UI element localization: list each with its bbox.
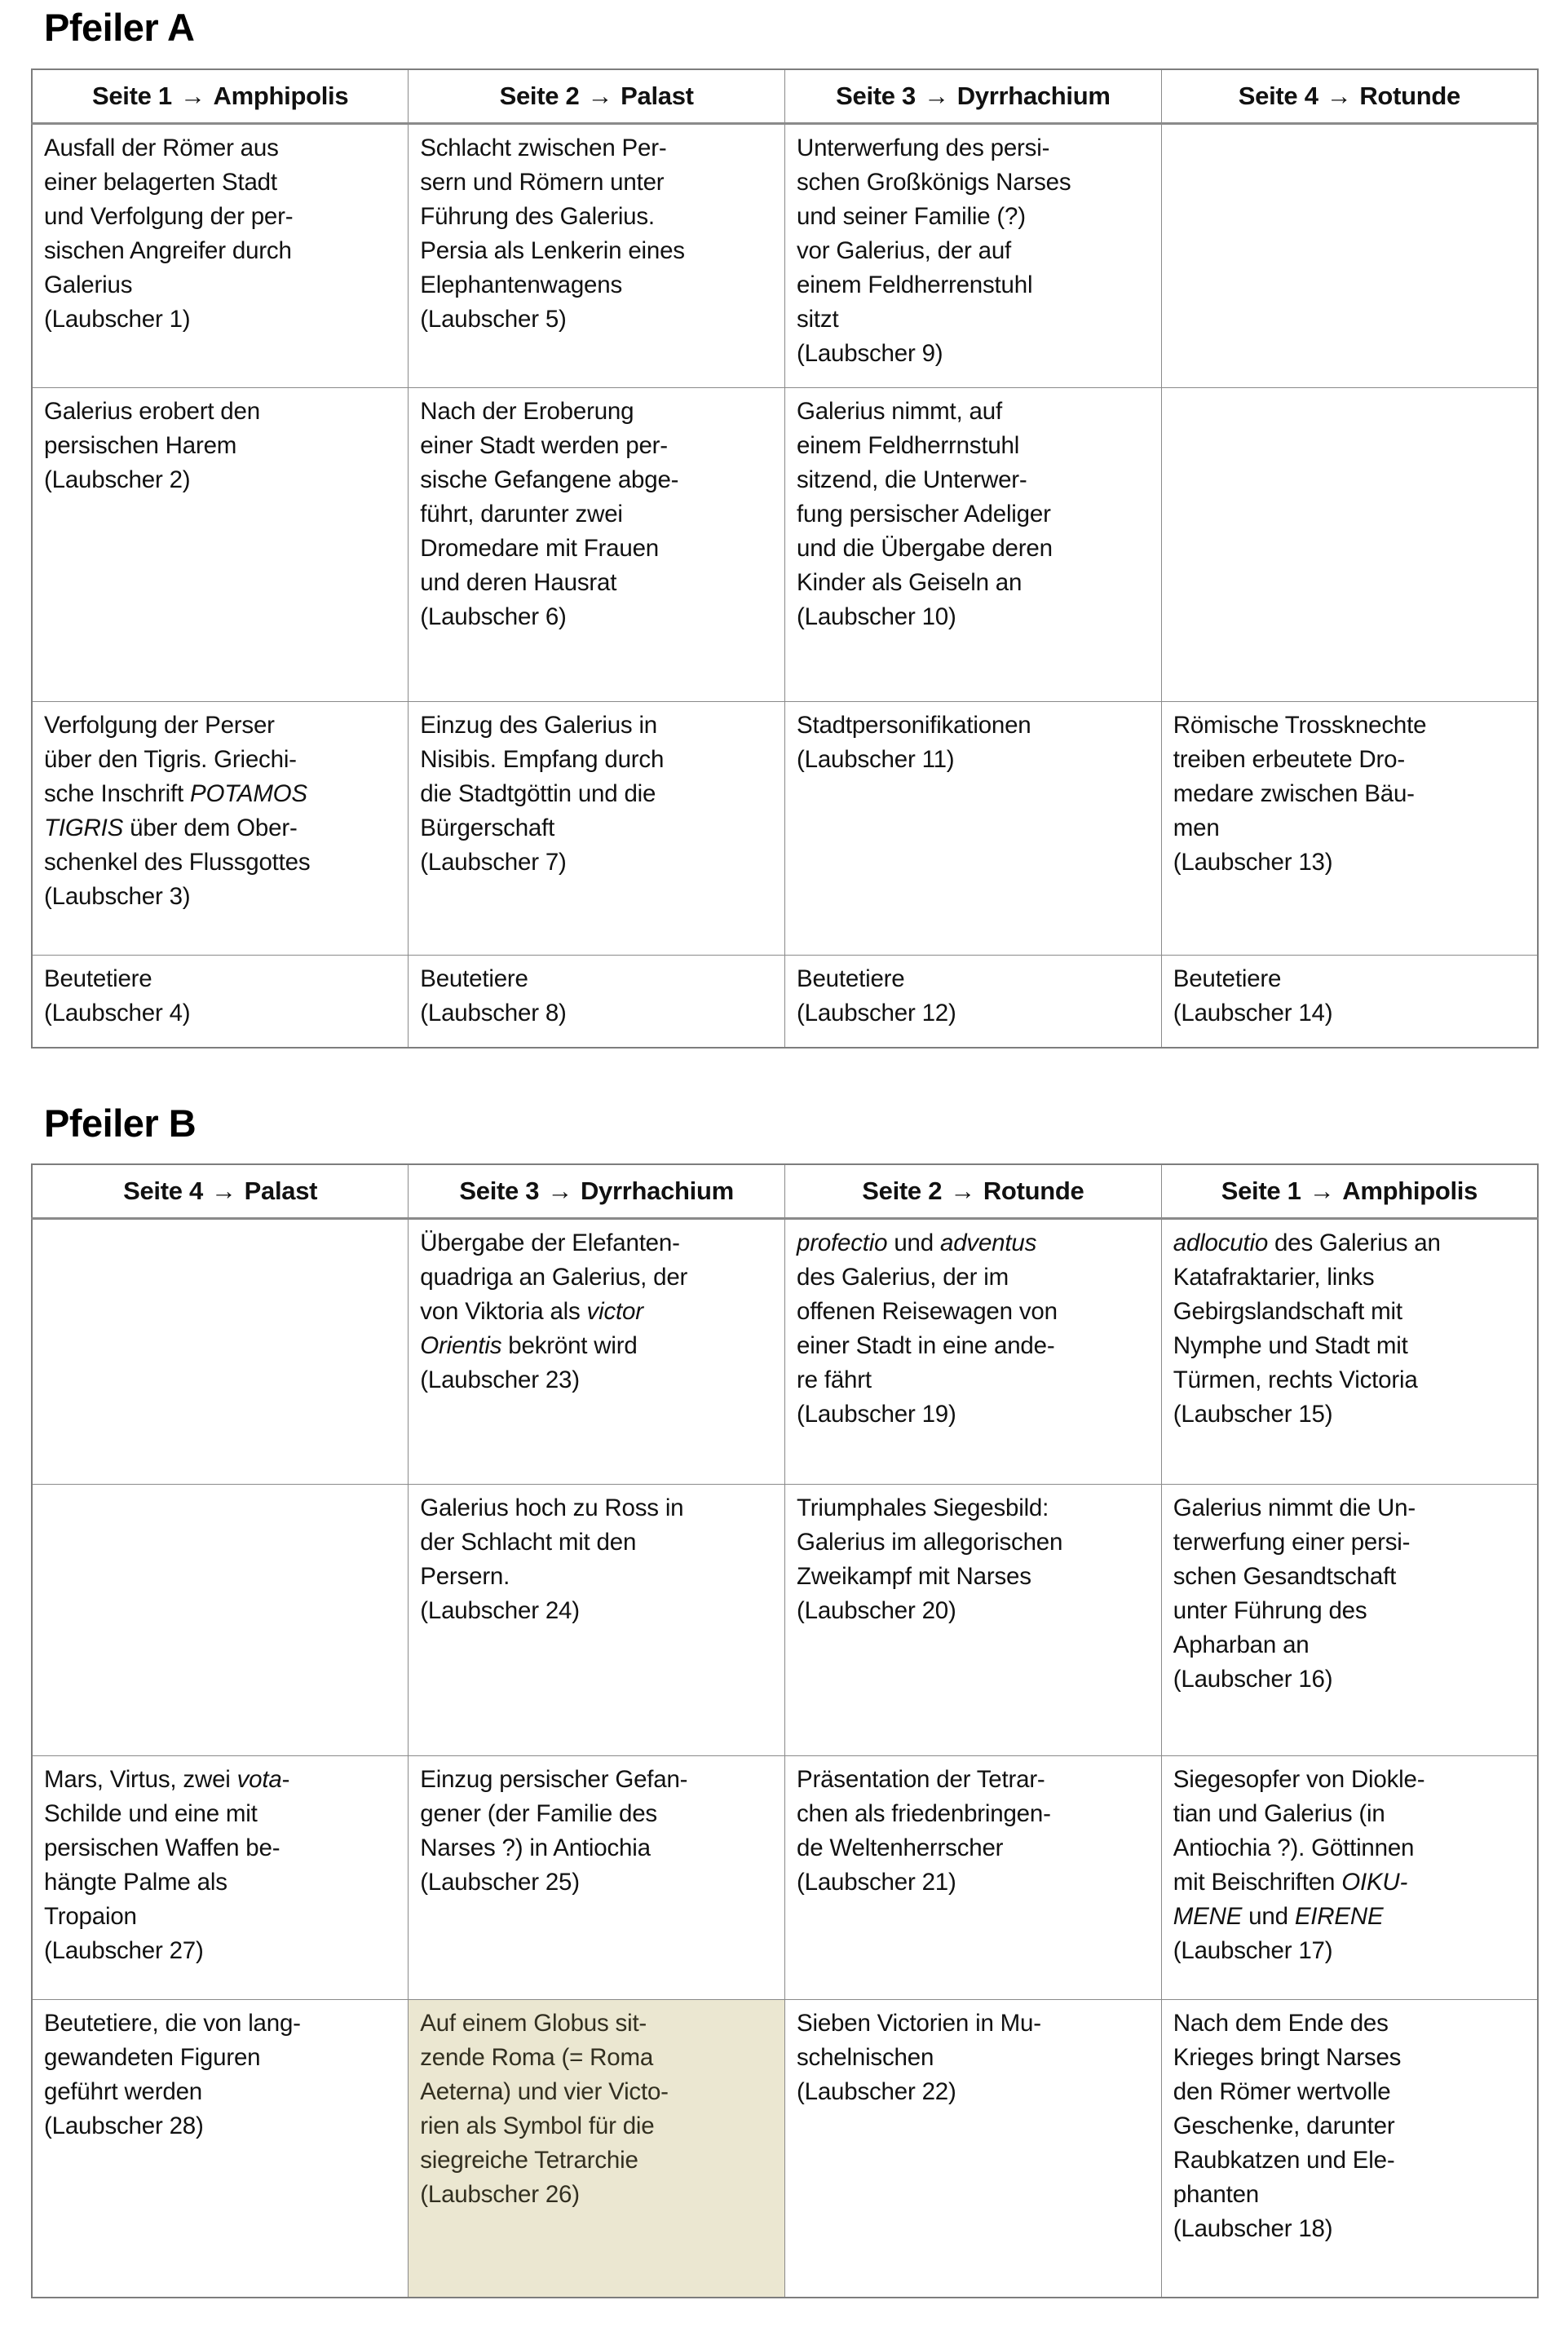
- text-segment: Auf einem Globus sit-: [420, 2010, 647, 2037]
- table-row: [32, 123, 1538, 387]
- table-cell: [32, 1219, 409, 1485]
- text-segment: (Laubscher 13): [1173, 848, 1333, 876]
- text-segment: Aeterna) und vier Victo-: [420, 2078, 669, 2106]
- column-header: [409, 69, 785, 124]
- text-segment: die Stadtgöttin und die: [420, 779, 656, 807]
- text-segment: Katafraktarier, links: [1173, 1264, 1375, 1291]
- text-segment: und deren Hausrat: [420, 568, 617, 596]
- text-segment: Sieben Victorien in Mu-: [797, 2010, 1041, 2037]
- text-segment: von Viktoria als: [420, 1298, 587, 1326]
- text-segment: Beutetiere: [1173, 965, 1282, 992]
- text-segment: Beutetiere, die von lang-: [44, 2010, 301, 2037]
- header-target-label: Palast: [621, 81, 694, 110]
- text-segment: (Laubscher 21): [797, 1869, 956, 1896]
- text-segment: (Laubscher 7): [420, 848, 567, 876]
- text-segment: (Laubscher 26): [420, 2181, 580, 2209]
- text-segment: Kinder als Geiseln an: [797, 568, 1023, 596]
- text-segment: geführt werden: [44, 2078, 202, 2106]
- text-segment: Übergabe der Elefanten-: [420, 1230, 680, 1257]
- text-segment: tian und Galerius (in: [1173, 1800, 1385, 1828]
- table-cell: [1161, 2000, 1538, 2298]
- right-arrow-icon: →: [547, 1177, 572, 1206]
- header-side-label: Seite 2: [499, 81, 580, 110]
- text-segment: (Laubscher 24): [420, 1597, 580, 1625]
- text-segment: Römische Trossknechte: [1173, 711, 1427, 739]
- text-segment: unter Führung des: [1173, 1597, 1367, 1625]
- text-segment: (Laubscher 4): [44, 999, 191, 1026]
- table-cell: [785, 1756, 1162, 2000]
- text-segment: Raubkatzen und Ele-: [1173, 2147, 1395, 2174]
- text-segment: (Laubscher 2): [44, 466, 191, 493]
- text-segment: Geschenke, darunter: [1173, 2112, 1395, 2140]
- pfeiler-a-table-container: [31, 68, 1539, 1049]
- text-segment: zende Roma (= Roma: [420, 2044, 654, 2072]
- table-cell: [32, 2000, 409, 2298]
- pfeiler-b-table-container: [31, 1163, 1539, 2298]
- text-segment: Tropaion: [44, 1903, 137, 1931]
- text-segment: men: [1173, 814, 1220, 841]
- text-segment: Schilde und eine mit: [44, 1800, 258, 1828]
- text-segment: bekrönt wird: [501, 1332, 638, 1360]
- text-segment: hängte Palme als: [44, 1869, 227, 1896]
- table-cell: [785, 1485, 1162, 1756]
- text-segment: Verfolgung der Perser: [44, 711, 275, 739]
- table-row: [32, 1756, 1538, 2000]
- text-segment: (Laubscher 18): [1173, 2215, 1333, 2243]
- text-segment: schen Gesandtschaft: [1173, 1563, 1397, 1591]
- text-segment: Apharban an: [1173, 1631, 1310, 1659]
- text-segment: vor Galerius, der auf: [797, 236, 1012, 264]
- table-cell: [785, 701, 1162, 955]
- text-segment: -: [281, 1766, 290, 1794]
- column-header: [409, 1164, 785, 1219]
- text-segment: Siegesopfer von Diokle-: [1173, 1766, 1425, 1794]
- text-segment: Präsentation der Tetrar-: [797, 1766, 1045, 1794]
- italic-text-segment: OIKU-: [1341, 1869, 1408, 1896]
- table-row: [32, 701, 1538, 955]
- text-segment: und: [1242, 1903, 1295, 1931]
- header-side-label: Seite 3: [459, 1177, 540, 1206]
- header-side-label: Seite 4: [1238, 81, 1318, 110]
- table-cell: [785, 2000, 1162, 2298]
- text-segment: de Weltenherrscher: [797, 1834, 1004, 1862]
- text-segment: Krieges bringt Narses: [1173, 2044, 1402, 2072]
- text-segment: und Verfolgung der per-: [44, 202, 294, 230]
- text-segment: (Laubscher 22): [797, 2078, 956, 2106]
- text-segment: Stadtpersonifikationen: [797, 711, 1031, 739]
- pfeiler-a-title: Pfeiler A: [44, 6, 195, 49]
- text-segment: Bürgerschaft: [420, 814, 555, 841]
- right-arrow-icon: →: [587, 81, 613, 110]
- header-side-label: Seite 2: [862, 1177, 943, 1206]
- text-segment: Schlacht zwischen Per-: [420, 134, 667, 161]
- text-segment: quadriga an Galerius, der: [420, 1264, 688, 1291]
- right-arrow-icon: →: [1326, 81, 1352, 110]
- text-segment: Beutetiere: [44, 965, 152, 992]
- table-row: [32, 1219, 1538, 1485]
- column-header: [1161, 1164, 1538, 1219]
- table-cell: [1161, 701, 1538, 955]
- text-segment: sische Gefangene abge-: [420, 466, 679, 493]
- text-segment: einem Feldherrenstuhl: [797, 271, 1033, 298]
- text-segment: Gebirgslandschaft mit: [1173, 1298, 1402, 1326]
- text-segment: Elephantenwagens: [420, 271, 623, 298]
- text-segment: Narses ?) in Antiochia: [420, 1834, 651, 1862]
- header-target-label: Rotunde: [983, 1177, 1084, 1206]
- column-header: [32, 1164, 409, 1219]
- text-segment: persischen Harem: [44, 431, 237, 459]
- text-segment: den Römer wertvolle: [1173, 2078, 1391, 2106]
- table-row: [32, 955, 1538, 1048]
- table-cell: [32, 1485, 409, 1756]
- right-arrow-icon: →: [1309, 1177, 1335, 1206]
- text-segment: Mars, Virtus, zwei: [44, 1766, 237, 1794]
- header-target-label: Amphipolis: [213, 81, 349, 110]
- text-segment: Galerius hoch zu Ross in: [420, 1494, 684, 1522]
- text-segment: Nach dem Ende des: [1173, 2010, 1389, 2037]
- text-segment: einem Feldherrnstuhl: [797, 431, 1020, 459]
- text-segment: führt, darunter zwei: [420, 500, 623, 528]
- column-header: [32, 69, 409, 124]
- italic-text-segment: Orientis: [420, 1332, 502, 1360]
- text-segment: (Laubscher 15): [1173, 1401, 1333, 1428]
- table-cell: [409, 955, 785, 1048]
- text-segment: schen Großkönigs Narses: [797, 168, 1071, 196]
- text-segment: Antiochia ?). Göttinnen: [1173, 1834, 1415, 1862]
- column-header: [785, 1164, 1162, 1219]
- italic-text-segment: vota: [236, 1766, 282, 1794]
- column-header: [1161, 69, 1538, 124]
- relief-table: [31, 68, 1539, 1049]
- table-cell: [32, 123, 409, 387]
- text-segment: (Laubscher 5): [420, 305, 567, 333]
- text-segment: sitzt: [797, 305, 839, 333]
- text-segment: sche Inschrift: [44, 779, 190, 807]
- table-cell: [1161, 955, 1538, 1048]
- text-segment: sischen Angreifer durch: [44, 236, 292, 264]
- table-cell: [409, 701, 785, 955]
- text-segment: rien als Symbol für die: [420, 2112, 655, 2140]
- text-segment: (Laubscher 12): [797, 999, 956, 1026]
- text-segment: einer Stadt in eine ande-: [797, 1332, 1055, 1360]
- text-segment: Einzug des Galerius in: [420, 711, 658, 739]
- right-arrow-icon: →: [179, 81, 205, 110]
- text-segment: (Laubscher 10): [797, 603, 956, 630]
- table-cell: [409, 1485, 785, 1756]
- italic-text-segment: EIRENE: [1294, 1903, 1384, 1931]
- text-segment: Nisibis. Empfang durch: [420, 745, 665, 773]
- italic-text-segment: MENE: [1173, 1903, 1243, 1931]
- table-cell: [785, 955, 1162, 1048]
- header-side-label: Seite 1: [1221, 1177, 1301, 1206]
- header-target-label: Dyrrhachium: [580, 1177, 734, 1206]
- table-cell: [785, 1219, 1162, 1485]
- text-segment: Nymphe und Stadt mit: [1173, 1332, 1408, 1360]
- pfeiler-b-section: [31, 1102, 1539, 2299]
- text-segment: sern und Römern unter: [420, 168, 665, 196]
- text-segment: schelnischen: [797, 2044, 934, 2072]
- text-segment: (Laubscher 1): [44, 305, 191, 333]
- text-segment: medare zwischen Bäu-: [1173, 779, 1415, 807]
- table-row: [32, 387, 1538, 701]
- text-segment: Zweikampf mit Narses: [797, 1563, 1031, 1591]
- table-cell: [1161, 387, 1538, 701]
- text-segment: (Laubscher 23): [420, 1366, 580, 1394]
- text-segment: Einzug persischer Gefan-: [420, 1766, 688, 1794]
- table-cell: [409, 1756, 785, 2000]
- text-segment: über den Tigris. Griechi-: [44, 745, 297, 773]
- table-cell: [409, 123, 785, 387]
- text-segment: re fährt: [797, 1366, 872, 1394]
- italic-text-segment: TIGRIS: [44, 814, 124, 841]
- text-segment: chen als friedenbringen-: [797, 1800, 1051, 1828]
- table-cell: [32, 955, 409, 1048]
- text-segment: Galerius im allegorischen: [797, 1529, 1063, 1556]
- text-segment: einer belagerten Stadt: [44, 168, 277, 196]
- text-segment: einer Stadt werden per-: [420, 431, 668, 459]
- text-segment: terwerfung einer persi-: [1173, 1529, 1411, 1556]
- text-segment: Galerius nimmt, auf: [797, 397, 1002, 425]
- text-segment: (Laubscher 28): [44, 2112, 204, 2140]
- italic-text-segment: profectio: [797, 1230, 888, 1257]
- text-segment: Galerius: [44, 271, 133, 298]
- text-segment: treiben erbeutete Dro-: [1173, 745, 1405, 773]
- pfeiler-a-section: [31, 7, 1539, 1049]
- relief-table: [31, 1163, 1539, 2298]
- table-cell: [1161, 1756, 1538, 2000]
- text-segment: (Laubscher 8): [420, 999, 567, 1026]
- text-segment: Persia als Lenkerin eines: [420, 236, 685, 264]
- table-cell: [785, 387, 1162, 701]
- right-arrow-icon: →: [950, 1177, 975, 1206]
- text-segment: Dromedare mit Frauen: [420, 534, 659, 562]
- header-row: [32, 69, 1538, 124]
- text-segment: (Laubscher 20): [797, 1597, 956, 1625]
- text-segment: Unterwerfung des persi-: [797, 134, 1050, 161]
- table-cell: [1161, 1485, 1538, 1756]
- header-target-label: Palast: [244, 1177, 318, 1206]
- text-segment: und seiner Familie (?): [797, 202, 1026, 230]
- right-arrow-icon: →: [210, 1177, 236, 1206]
- text-segment: schenkel des Flussgottes: [44, 848, 311, 876]
- header-target-label: Amphipolis: [1342, 1177, 1478, 1206]
- header-row: [32, 1164, 1538, 1219]
- text-segment: Persern.: [420, 1563, 510, 1591]
- table-row: [32, 2000, 1538, 2298]
- italic-text-segment: victor: [586, 1298, 643, 1326]
- table-cell: [32, 1756, 409, 2000]
- text-segment: (Laubscher 14): [1173, 999, 1333, 1026]
- text-segment: phanten: [1173, 2181, 1259, 2209]
- text-segment: (Laubscher 3): [44, 882, 191, 910]
- text-segment: und die Übergabe deren: [797, 534, 1053, 562]
- italic-text-segment: POTAMOS: [189, 779, 307, 807]
- header-target-label: Rotunde: [1359, 81, 1460, 110]
- text-segment: (Laubscher 25): [420, 1869, 580, 1896]
- text-segment: Ausfall der Römer aus: [44, 134, 279, 161]
- text-segment: und: [887, 1230, 940, 1257]
- text-segment: (Laubscher 19): [797, 1401, 956, 1428]
- text-segment: über dem Ober-: [123, 814, 298, 841]
- text-segment: Galerius nimmt die Un-: [1173, 1494, 1416, 1522]
- text-segment: des Galerius, der im: [797, 1264, 1009, 1291]
- header-side-label: Seite 4: [123, 1177, 203, 1206]
- header-side-label: Seite 3: [836, 81, 916, 110]
- right-arrow-icon: →: [923, 81, 949, 110]
- table-cell: [785, 123, 1162, 387]
- italic-text-segment: adlocutio: [1173, 1230, 1269, 1257]
- text-segment: (Laubscher 16): [1173, 1666, 1333, 1693]
- table-cell: [1161, 123, 1538, 387]
- column-header: [785, 69, 1162, 124]
- text-segment: der Schlacht mit den: [420, 1529, 637, 1556]
- text-segment: gewandeten Figuren: [44, 2044, 261, 2072]
- table-cell: [32, 387, 409, 701]
- text-segment: sitzend, die Unterwer-: [797, 466, 1027, 493]
- text-segment: Galerius erobert den: [44, 397, 260, 425]
- text-segment: siegreiche Tetrarchie: [420, 2147, 638, 2174]
- header-side-label: Seite 1: [91, 81, 172, 110]
- text-segment: Türmen, rechts Victoria: [1173, 1366, 1418, 1394]
- text-segment: (Laubscher 27): [44, 1937, 204, 1965]
- text-segment: Beutetiere: [420, 965, 528, 992]
- text-segment: Beutetiere: [797, 965, 905, 992]
- text-segment: offenen Reisewagen von: [797, 1298, 1058, 1326]
- text-segment: Triumphales Siegesbild:: [797, 1494, 1049, 1522]
- text-segment: des Galerius an: [1268, 1230, 1441, 1257]
- text-segment: fung persischer Adeliger: [797, 500, 1051, 528]
- header-target-label: Dyrrhachium: [956, 81, 1111, 110]
- text-segment: mit Beischriften: [1173, 1869, 1342, 1896]
- table-cell: [32, 701, 409, 955]
- table-cell-highlighted: [409, 2000, 785, 2298]
- text-segment: (Laubscher 17): [1173, 1937, 1333, 1965]
- text-segment: Nach der Eroberung: [420, 397, 634, 425]
- italic-text-segment: adventus: [939, 1230, 1037, 1257]
- text-segment: persischen Waffen be-: [44, 1834, 280, 1862]
- table-cell: [1161, 1219, 1538, 1485]
- text-segment: (Laubscher 6): [420, 603, 567, 630]
- table-cell: [409, 1219, 785, 1485]
- text-segment: (Laubscher 11): [797, 745, 955, 773]
- table-row: [32, 1485, 1538, 1756]
- text-segment: (Laubscher 9): [797, 339, 943, 367]
- pfeiler-b-title: Pfeiler B: [44, 1101, 197, 1145]
- text-segment: gener (der Familie des: [420, 1800, 657, 1828]
- table-cell: [409, 387, 785, 701]
- text-segment: Führung des Galerius.: [420, 202, 655, 230]
